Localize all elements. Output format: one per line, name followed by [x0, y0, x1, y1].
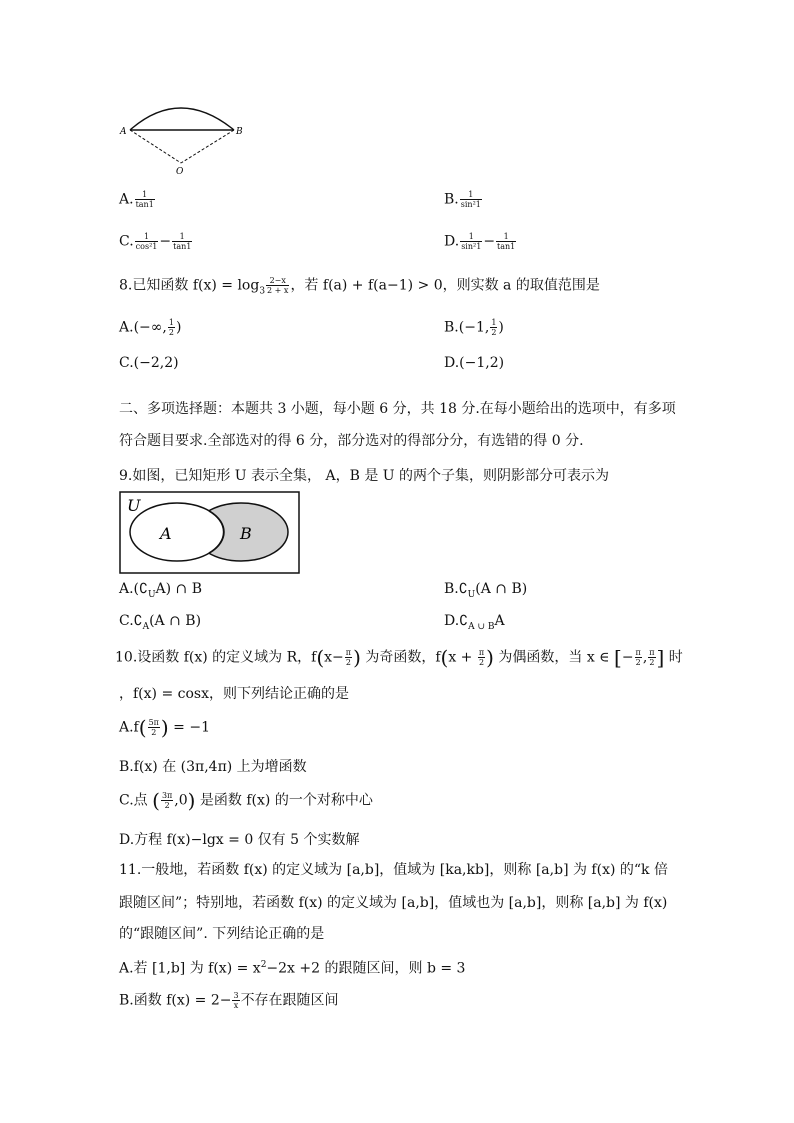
q10-option-c [119, 788, 373, 813]
log-function: f(x) = log [192, 277, 260, 294]
q9-stem: 9.如图，已知矩形 U 表示全集， A，B 是 U 的两个子集，则阴影部分可表示为 [119, 468, 610, 484]
option-text: A.若 [1,b] 为 f(x) = x [119, 960, 261, 977]
superscript: 2 [260, 960, 267, 970]
denominator: 2 [168, 328, 174, 337]
fraction [478, 648, 485, 667]
denominator: 2 [151, 728, 157, 737]
venn-a-label: A [160, 524, 172, 543]
paren-open: ( [316, 645, 325, 670]
option-text: C.点 [119, 792, 153, 809]
option-rest: −2x +2 的跟随区间，则 b = 3 [266, 960, 466, 977]
numerator: 1 [135, 190, 155, 200]
fraction [172, 232, 192, 251]
q11-stem-line1: 11.一般地，若函数 f(x) 的定义域为 [a,b]，值域为 [ka,kb]，则称 [a,b] 为 f(x) 的“k 倍 [119, 862, 668, 878]
fraction [135, 190, 155, 209]
fraction [135, 232, 159, 251]
fraction [345, 648, 352, 667]
denominator: tan1 [497, 242, 516, 251]
stem-part: 时 [664, 649, 683, 666]
option-label: B. [444, 191, 459, 208]
fraction [635, 648, 642, 667]
arc-curve [130, 108, 234, 130]
q8-option-b [444, 318, 504, 337]
minus-sign: − [483, 233, 496, 250]
denominator: sin²1 [461, 242, 482, 251]
interval-open: (−1, [458, 319, 490, 336]
stem-part: 为奇函数，f [360, 649, 441, 666]
option-text: A.f [119, 719, 139, 736]
stem-prefix: 8.已知函数 [119, 277, 193, 294]
q10-option-a [119, 715, 211, 740]
option-label: A. [119, 319, 134, 336]
q11-option-a [119, 956, 465, 978]
fraction [460, 232, 482, 251]
numerator: 3π [161, 791, 173, 800]
fraction [496, 232, 516, 251]
paren-open: ( [152, 788, 160, 813]
q7-option-a [119, 190, 156, 209]
denominator: tan1 [135, 200, 154, 209]
separator: , [642, 649, 648, 666]
subscript: U [147, 589, 156, 600]
fraction [490, 318, 497, 337]
option-text: C.∁ [119, 613, 143, 629]
option-label: B. [444, 319, 459, 336]
option-rest: 不存在跟随区间 [240, 992, 339, 1009]
numerator: 1 [135, 232, 159, 242]
denominator: cos²1 [135, 242, 158, 251]
paren-close: ) [160, 715, 169, 740]
paren-close: ) [187, 788, 196, 813]
q9-option-b [444, 580, 527, 604]
fraction [460, 190, 482, 209]
numerator: 1 [491, 318, 497, 327]
q7-option-c [119, 232, 193, 251]
denominator: 2 [345, 658, 351, 667]
section2-line2: 符合题目要求.全部选对的得 6 分，部分选对的得部分分，有选错的得 0 分. [119, 433, 584, 449]
section2-line1: 二、多项选择题：本题共 3 小题，每小题 6 分，共 18 分.在每小题给出的选项中，有多项 [119, 401, 676, 417]
venn-diagram [119, 491, 301, 575]
fraction [648, 648, 655, 667]
option-rest: A) ∩ B [155, 581, 203, 597]
fraction [266, 276, 289, 295]
bracket-open: [ [614, 645, 622, 670]
numerator: 1 [172, 232, 192, 242]
option-rest: (A ∩ B) [475, 581, 528, 597]
numerator: π [345, 648, 352, 657]
numerator: 1 [496, 232, 516, 242]
q10-option-d: D.方程 f(x)−lgx = 0 仅有 5 个实数解 [119, 832, 360, 848]
option-rest: = −1 [168, 719, 211, 736]
numerator: 1 [460, 190, 482, 200]
venn-b-label: B [240, 524, 252, 543]
fraction [148, 718, 160, 737]
interval-close: ) [175, 319, 182, 336]
q9-option-a [119, 580, 202, 604]
radius-oa [130, 130, 181, 163]
paren-open: ( [138, 715, 147, 740]
venn-u-label: U [127, 496, 141, 515]
denominator: 2 [649, 658, 655, 667]
paren-open: ( [440, 645, 449, 670]
numerator: 2−x [266, 276, 289, 286]
q7-option-b [444, 190, 483, 209]
q8-option-c: C.(−2,2) [119, 355, 179, 371]
numerator: π [635, 648, 641, 657]
q11-stem-line2: 跟随区间”；特别地，若函数 f(x) 的定义域为 [a,b]，值域也为 [a,b]，则称 [a,b] 为 f(x) [119, 895, 668, 911]
point-a-label: A [120, 127, 127, 137]
radius-ob [181, 130, 234, 163]
q8-option-a [119, 318, 181, 337]
numerator: 1 [168, 318, 174, 327]
numerator: 1 [460, 232, 482, 242]
minus-sign: − [159, 233, 172, 250]
option-label: C. [119, 233, 134, 250]
fraction [232, 991, 239, 1010]
numerator: 3 [233, 991, 239, 1000]
fraction [161, 791, 173, 810]
q10-stem-line1 [115, 645, 683, 670]
subscript: U [467, 589, 476, 600]
point-b-label: B [236, 127, 243, 137]
denominator: 2 + x [267, 286, 289, 295]
fraction [168, 318, 175, 337]
option-rest: A [494, 613, 505, 629]
stem-suffix: ，若 f(a) + f(a−1) > 0，则实数 a 的取值范围是 [290, 277, 600, 294]
q7-option-d [444, 232, 517, 251]
denominator: 2 [635, 658, 641, 667]
option-text: A.(∁ [119, 581, 148, 597]
denominator: x [233, 1001, 239, 1010]
expr: x− [324, 649, 344, 666]
option-text: B.函数 f(x) = 2− [119, 992, 232, 1009]
numerator: π [478, 648, 485, 657]
denominator: 2 [491, 328, 497, 337]
numerator: π [649, 648, 655, 657]
option-label: D. [444, 233, 460, 250]
denominator: 2 [164, 801, 170, 810]
option-rest: (A ∩ B) [149, 613, 202, 629]
q11-stem-line3: 的“跟随区间”. 下列结论正确的是 [119, 926, 325, 942]
q9-option-d [444, 612, 505, 636]
stem-part: 10.设函数 f(x) 的定义域为 R，f [115, 649, 317, 666]
option-rest: 是函数 f(x) 的一个对称中心 [195, 792, 373, 809]
subscript: A [142, 621, 150, 632]
denominator: tan1 [173, 242, 192, 251]
q8-stem [119, 276, 600, 300]
denominator: sin²1 [460, 200, 481, 209]
expr: − [621, 649, 634, 666]
subscript: A ∪ B [468, 621, 495, 632]
expr: x + [448, 649, 477, 666]
q10-stem-line2: ，f(x) = cosx，则下列结论正确的是 [119, 686, 349, 702]
q10-option-b: B.f(x) 在 (3π,4π) 上为增函数 [119, 759, 307, 775]
arc-sector-figure [118, 96, 248, 178]
stem-part: 为偶函数，当 x ∈ [493, 649, 614, 666]
q11-option-b [119, 991, 339, 1010]
numerator: 5π [148, 718, 159, 727]
log-base: 3 [259, 286, 266, 297]
paren-close: ) [486, 645, 494, 670]
interval-close: ) [498, 319, 504, 336]
q9-option-c [119, 612, 201, 636]
option-text: D.∁ [444, 613, 469, 629]
bracket-close: ] [656, 645, 665, 670]
interval-open: (−∞, [133, 319, 167, 336]
option-text: B.∁ [444, 581, 468, 597]
expr: ,0 [174, 792, 188, 809]
point-o-label: O [176, 167, 184, 177]
q8-option-d: D.(−1,2) [444, 355, 505, 371]
denominator: 2 [478, 658, 485, 667]
paren-close: ) [353, 645, 361, 670]
option-label: A. [119, 191, 134, 208]
